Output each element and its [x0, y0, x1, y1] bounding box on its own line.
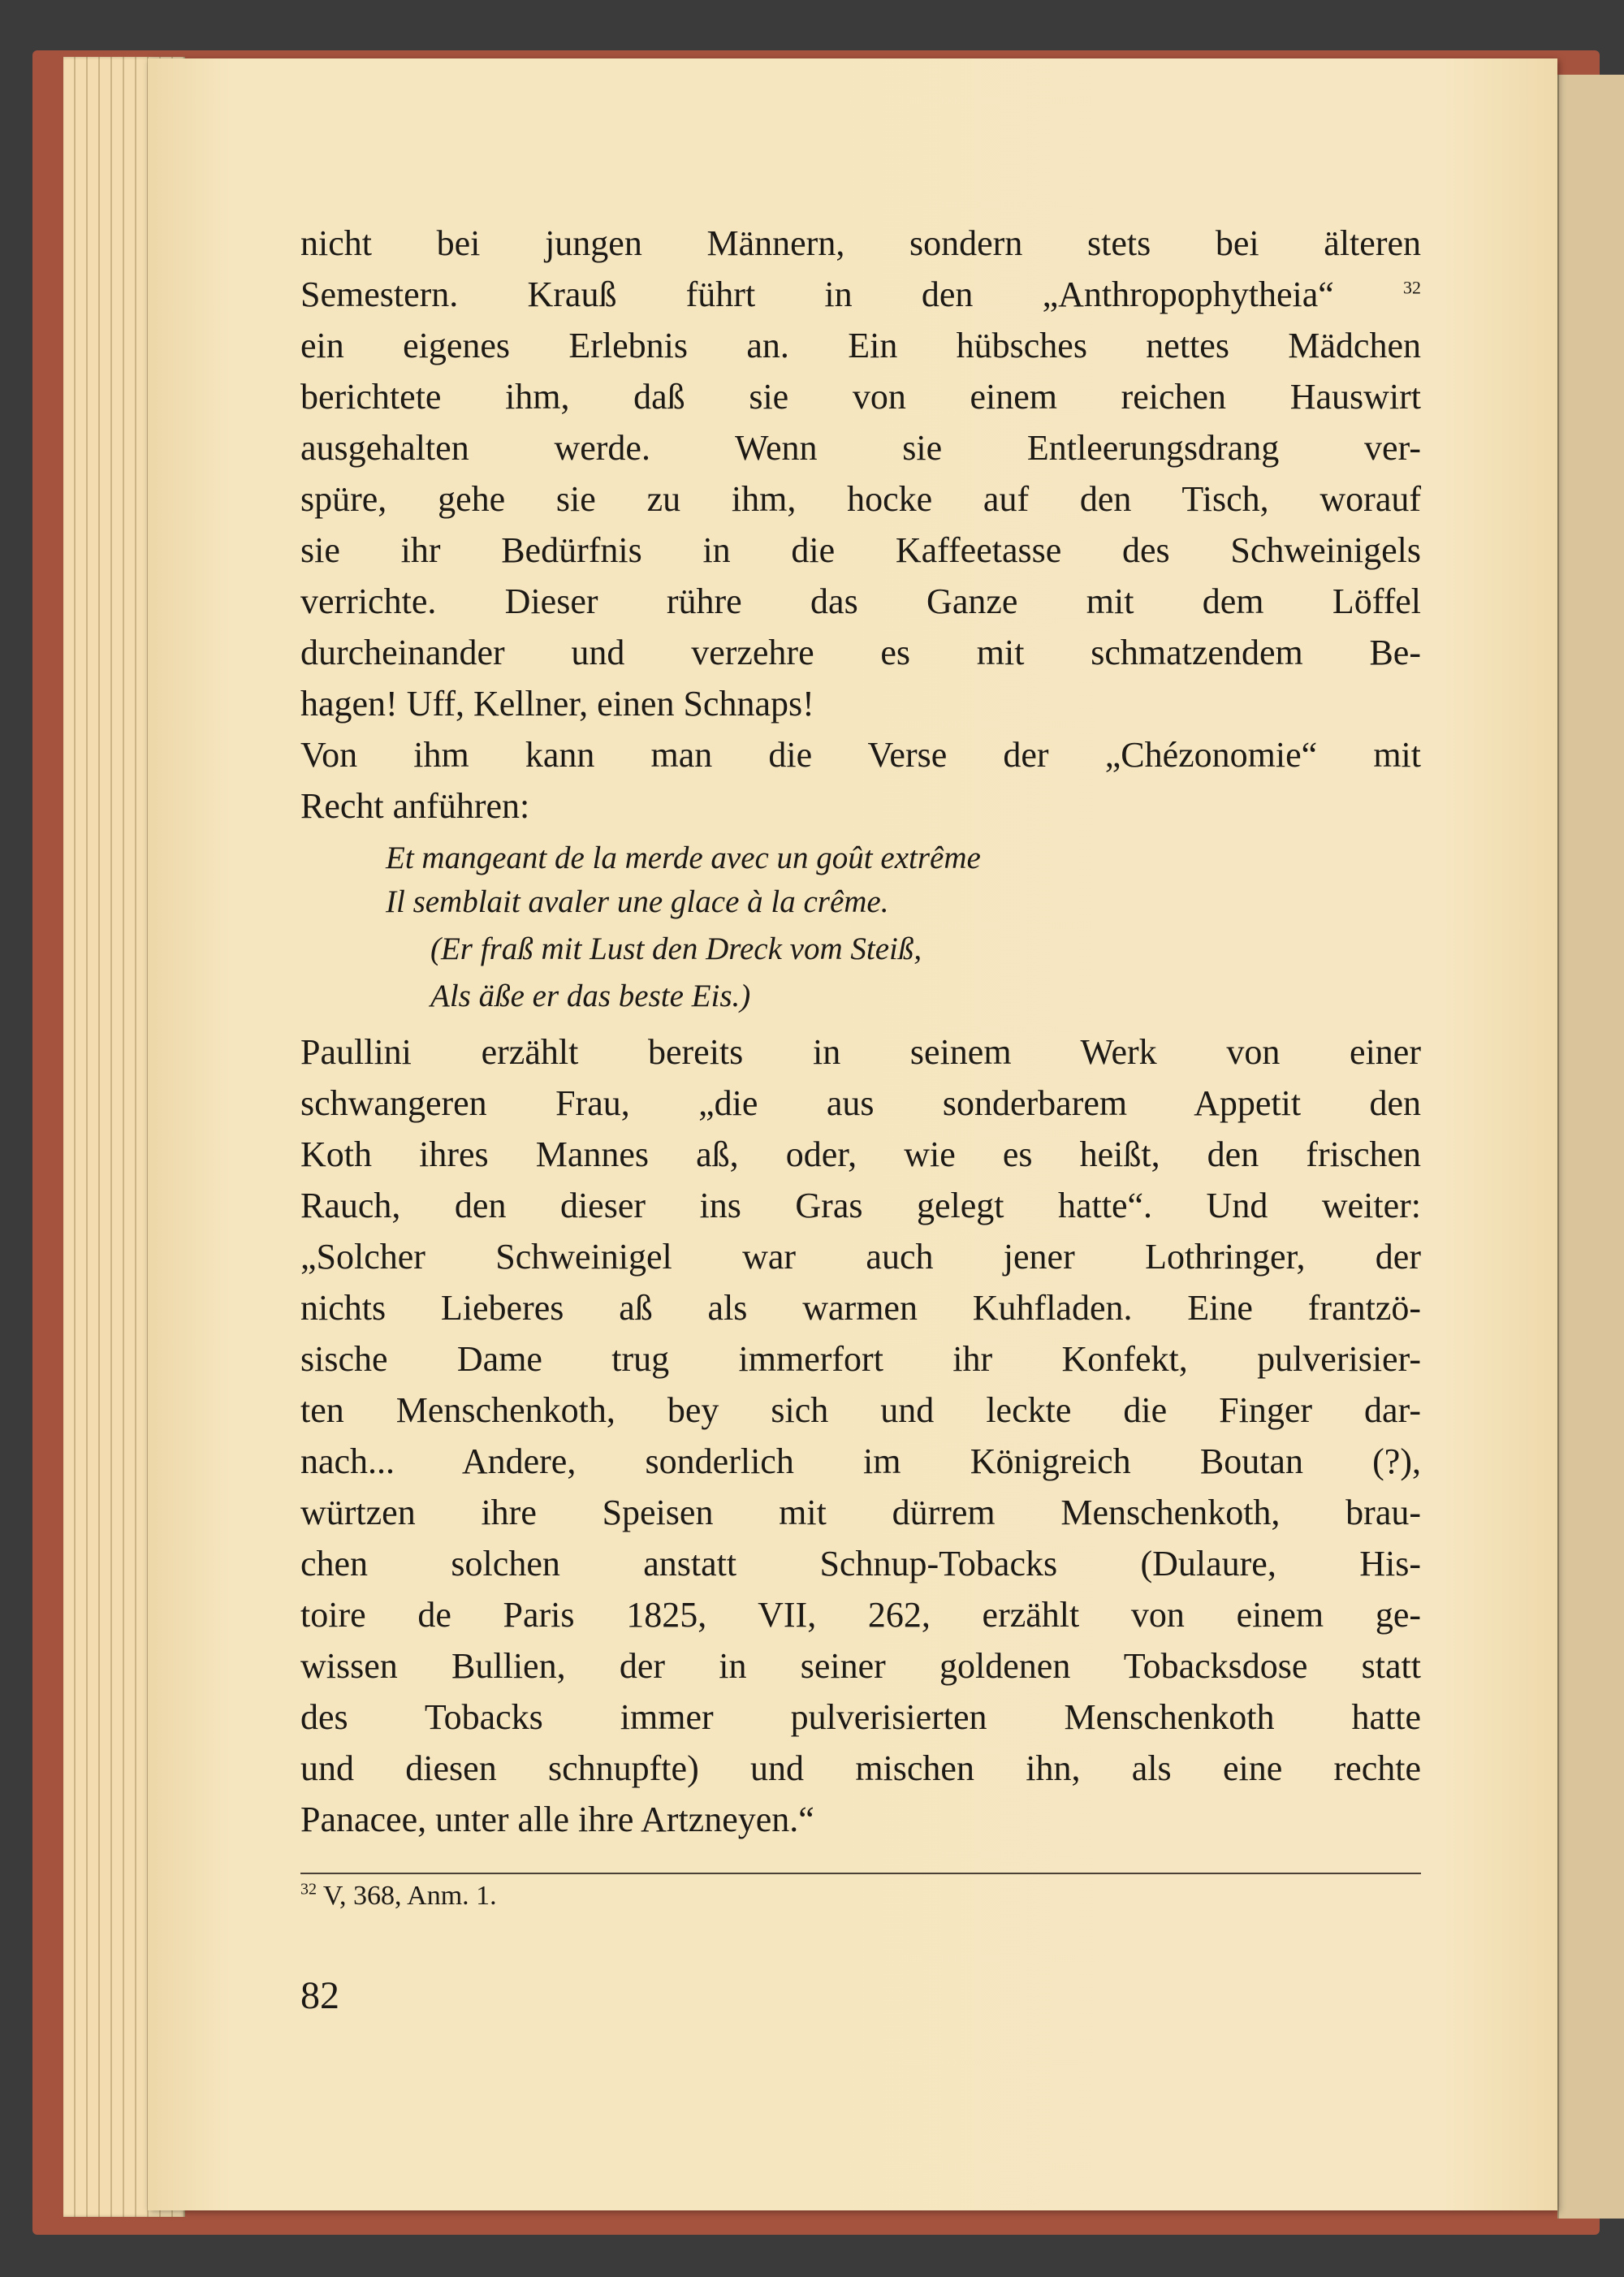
- text-line: Rauch, den dieser ins Gras gelegt hatte“. Und weiter:: [300, 1186, 1421, 1225]
- text-line: Recht anführen:: [300, 786, 530, 826]
- text-line: nicht bei jungen Männern, sondern stets bei älteren: [300, 223, 1421, 263]
- text-line: chen solchen anstatt Schnup-Tobacks (Dulaure, His-: [300, 1544, 1421, 1584]
- text-line: Paullini erzählt bereits in seinem Werk von einer: [300, 1032, 1421, 1072]
- text-line: Von ihm kann man die Verse der „Chézonomie“ mit: [300, 735, 1421, 775]
- footnote-reference: 32: [1403, 277, 1422, 298]
- text-line: ten Menschenkoth, bey sich und leckte die Finger dar-: [300, 1390, 1421, 1430]
- footnote-text: V, 368, Anm. 1.: [322, 1881, 497, 1911]
- page-number: 82: [300, 1974, 339, 2017]
- verse-quote: [300, 836, 1421, 1018]
- text-line: toire de Paris 1825, VII, 262, erzählt von einem ge-: [300, 1595, 1421, 1635]
- footnote-divider: [300, 1873, 1421, 1874]
- text-line: des Tobacks immer pulverisierten Menschenkoth hatte: [300, 1697, 1421, 1737]
- text-line: würtzen ihre Speisen mit dürrem Menschenkoth, brau-: [300, 1493, 1421, 1532]
- text-line: „Solcher Schweinigel war auch jener Lothringer, der: [300, 1237, 1421, 1277]
- text-line: nichts Lieberes aß als warmen Kuhfladen. Eine frantzö-: [300, 1288, 1421, 1328]
- paragraph-1: [300, 218, 1421, 832]
- verse-line-german: Als äße er das beste Eis.): [430, 979, 751, 1013]
- text-line: Koth ihres Mannes aß, oder, wie es heißt, den frischen: [300, 1134, 1421, 1174]
- text-line: berichtete ihm, daß sie von einem reichen Hauswirt: [300, 377, 1421, 417]
- page-text: [300, 218, 1421, 1845]
- text-line: Panacee, unter alle ihre Artzneyen.“: [300, 1800, 814, 1839]
- text-line-content: Semestern. Krauß führt in den „Anthropophytheia“: [300, 274, 1334, 314]
- text-line: hagen! Uff, Kellner, einen Schnaps!: [300, 684, 814, 724]
- text-line: [300, 269, 1421, 320]
- text-line: schwangeren Frau, „die aus sonderbarem Appetit den: [300, 1083, 1421, 1123]
- footnote-number: 32: [300, 1880, 317, 1899]
- text-line: nach... Andere, sonderlich im Königreich Boutan (?),: [300, 1441, 1421, 1481]
- text-line: sie ihr Bedürfnis in die Kaffeetasse des Schweinigels: [300, 530, 1421, 570]
- text-line: und diesen schnupfte) und mischen ihn, als eine rechte: [300, 1748, 1421, 1788]
- text-line: durcheinander und verzehre es mit schmatzendem Be-: [300, 633, 1421, 672]
- text-line: sische Dame trug immerfort ihr Konfekt, pulverisier-: [300, 1339, 1421, 1379]
- text-line: ausgehalten werde. Wenn sie Entleerungsdrang ver-: [300, 428, 1421, 468]
- text-line: ein eigenes Erlebnis an. Ein hübsches nettes Mädchen: [300, 326, 1421, 365]
- verse-line-french: Et mangeant de la merde avec un goût extrême: [386, 840, 981, 875]
- footnote: [300, 1881, 497, 1912]
- text-line: spüre, gehe sie zu ihm, hocke auf den Tisch, worauf: [300, 479, 1421, 519]
- facing-page-edge: [1557, 75, 1624, 2219]
- text-line: verrichte. Dieser rühre das Ganze mit dem Löffel: [300, 581, 1421, 621]
- text-line: wissen Bullien, der in seiner goldenen Tobacksdose statt: [300, 1646, 1421, 1686]
- verse-line-french: Il semblait avaler une glace à la crême.: [386, 884, 889, 919]
- paragraph-2: [300, 1026, 1421, 1845]
- verse-line-german: (Er fraß mit Lust den Dreck vom Steiß,: [430, 931, 922, 966]
